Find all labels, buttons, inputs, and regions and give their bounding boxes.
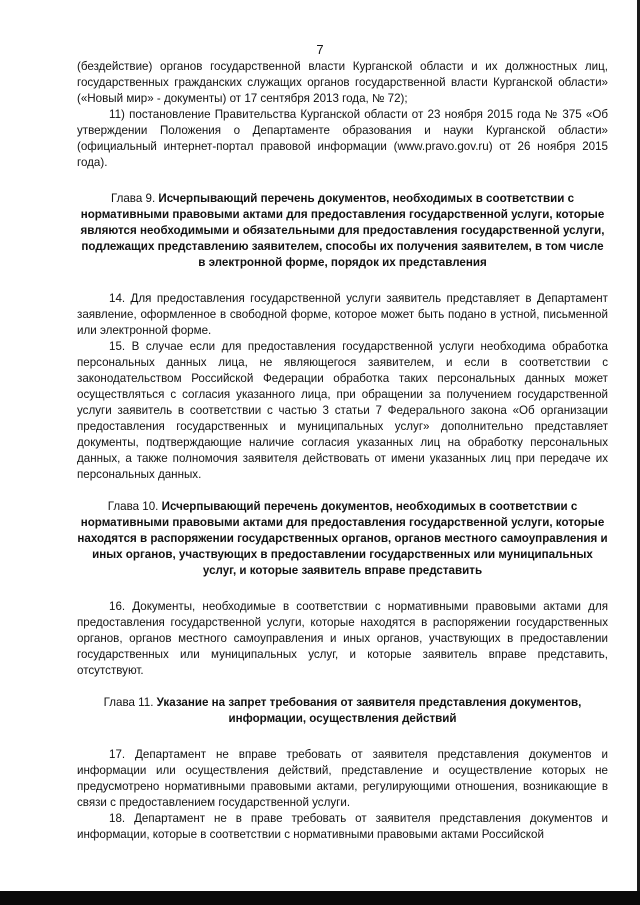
paragraph-18: 18. Департамент не в праве требовать от заявителя представления документов и информации, которые в соответствии с нормативными правовыми актами Российской	[77, 812, 608, 841]
chapter-9-heading	[77, 191, 608, 271]
paragraph-item-11: 11) постановление Правительства Курганской области от 23 ноября 2015 года № 375 «Об утверждении Положения о Департаменте образования и науки Курганской области» (официальный интернет-портал правовой информации (www.pravo.gov.ru) от 26 ноября 2015 года).	[77, 108, 608, 169]
paragraph-continuation: (бездействие) органов государственной власти Курганской области и их должностных лиц, государственных гражданских служащих органов государственной власти Курганской области» («Новый мир» - документы) от 17 сентября 2013 года, № 72);	[77, 60, 608, 105]
chapter-10-heading	[77, 499, 608, 579]
paragraph-15: 15. В случае если для предоставления государственной услуги необходима обработка персональных данных лица, не являющегося заявителем, и если в соответствии с законодательством Российской Федерации обработка таких персональных данных может осуществляться с согласия указанного лица, при обращении за получением государственной услуги заявитель в соответствии с частью 3 статьи 7 Федерального закона «Об организации предоставления государственных и муниципальных услуг» дополнительно представляет документы, подтверждающие наличие согласия указанных лиц на обработку персональных данных, а также полномочия заявителя действовать от имени указанных лиц при передаче их персональных данных.	[77, 340, 608, 481]
paragraph-17: 17. Департамент не вправе требовать от заявителя представления документов и информации или осуществления действий, представление и осуществление которых не предусмотрено нормативными правовыми актами, регулирующими отношения, возникающие в связи с предоставлением государственной услуги.	[77, 748, 608, 809]
chapter-11-heading	[77, 695, 608, 727]
chapter-11-prefix: Глава 11.	[103, 696, 157, 709]
chapter-11-title: Указание на запрет требования от заявителя представления документов, информации, осуществления действий	[156, 696, 582, 725]
page-number: 7	[316, 42, 324, 57]
paragraph-14: 14. Для предоставления государственной услуги заявитель представляет в Департамент заявление, оформленное в свободной форме, которое может быть подано в устной, письменной или электронной форме.	[77, 292, 608, 337]
chapter-10-title: Исчерпывающий перечень документов, необходимых в соответствии с нормативными правовыми актами для предоставления государственной услуги, которые находятся в распоряжении государственных органов, органов местного самоуправления и иных органов, участвующих в предоставлении государственных или муниципальных услуг, и которые заявитель вправе представить	[77, 500, 608, 577]
chapter-10-prefix: Глава 10.	[107, 500, 162, 513]
scan-bottom-bar	[0, 891, 640, 905]
chapter-9-prefix: Глава 9.	[110, 192, 159, 205]
paragraph-16: 16. Документы, необходимые в соответствии с нормативными правовыми актами для предоставления государственной услуги, которые находятся в распоряжении государственных органов, органов местного самоуправления и иных органов, участвующих в предоставлении государственных или муниципальных услуг, и которые заявитель вправе представить, отсутствуют.	[77, 600, 608, 677]
chapter-9-title: Исчерпывающий перечень документов, необходимых в соответствии с нормативными правовыми актами для предоставления государственной услуги, которые являются необходимыми и обязательными для предоставления государственной услуги, подлежащих представлению заявителем, способы их получения заявителем, в том числе в электронной форме, порядок их представления	[80, 192, 605, 269]
document-body	[77, 59, 608, 843]
